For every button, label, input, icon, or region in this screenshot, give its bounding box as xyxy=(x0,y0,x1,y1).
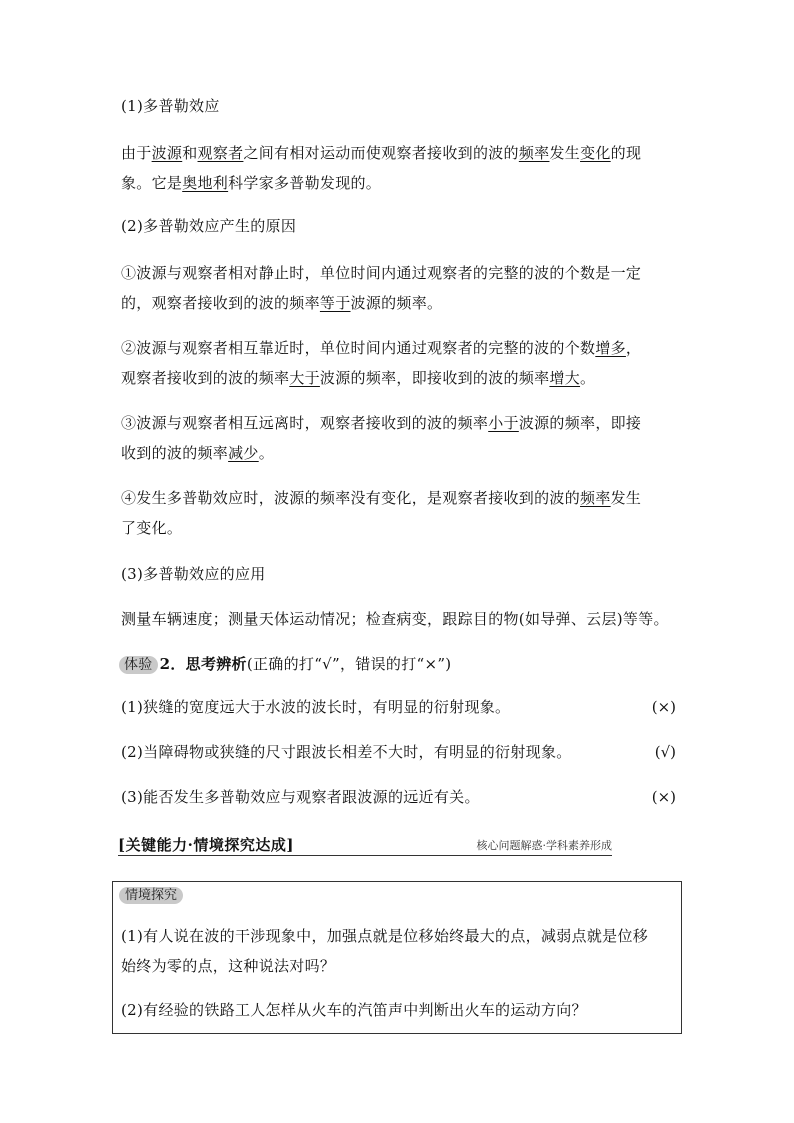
underlined-keyword: 变化 xyxy=(580,144,611,162)
text-segment: 发生 xyxy=(610,489,642,507)
text-segment: 科学家多普勒发现的。 xyxy=(228,174,382,192)
scenario-box xyxy=(112,881,682,1034)
experience-title: 2．思考辨析 xyxy=(159,655,247,673)
scenario-question-2: (2)有经验的铁路工人怎样从火车的汽笛声中判断出火车的运动方向？ xyxy=(121,1001,587,1019)
text-segment: 的现 xyxy=(610,144,642,162)
underlined-keyword: 小于 xyxy=(488,414,519,432)
doppler-definition-line-1 xyxy=(121,143,641,163)
text-segment: ③波源与观察者相互远离时，观察者接收到的波的频率 xyxy=(121,414,489,432)
text-segment: 波源的频率。 xyxy=(350,294,443,312)
cause-3-line-1 xyxy=(121,413,641,433)
underlined-keyword: 波源 xyxy=(151,144,183,162)
judge-item-1: (1)狭缝的宽度远大于水波的波长时，有明显的衍射现象。 xyxy=(121,698,511,716)
underlined-keyword: 增多 xyxy=(595,339,626,357)
text-segment: 之间有相对运动而使观察者接收到的波的 xyxy=(243,144,519,162)
key-ability-section-bar xyxy=(118,830,612,858)
key-ability-title: [关键能力·情境探究达成] xyxy=(118,836,294,854)
heading-doppler-application: (3)多普勒效应的应用 xyxy=(121,565,266,583)
text-segment: 。 xyxy=(580,369,596,387)
judge-answer-1: (×) xyxy=(651,698,676,716)
text-segment: 象。它是 xyxy=(121,174,183,192)
text-segment: 和 xyxy=(182,144,198,162)
underlined-keyword: 增大 xyxy=(549,369,581,387)
cause-3-line-2 xyxy=(121,443,274,463)
key-ability-subtitle: 核心问题解惑·学科素养形成 xyxy=(476,839,612,852)
cause-4-line-1 xyxy=(121,488,641,508)
judge-item-3: (3)能否发生多普勒效应与观察者跟波源的远近有关。 xyxy=(121,788,480,806)
underlined-keyword: 频率 xyxy=(518,144,550,162)
cause-2-line-1 xyxy=(121,338,641,358)
underlined-keyword: 大于 xyxy=(289,369,320,387)
text-segment: ， xyxy=(625,339,642,357)
text-segment: 收到的波的频率 xyxy=(121,444,229,462)
underlined-keyword: 等于 xyxy=(319,294,351,312)
text-segment: 。 xyxy=(258,444,275,462)
underlined-keyword: 观察者 xyxy=(197,144,244,162)
section-divider xyxy=(118,855,612,856)
text-segment: 的，观察者接收到的波的频率 xyxy=(121,294,320,312)
text-segment: 波源的频率，即接收到的波的频率 xyxy=(319,369,550,387)
scenario-question-1-line-2: 始终为零的点，这种说法对吗？ xyxy=(121,957,336,975)
heading-doppler-effect: (1)多普勒效应 xyxy=(121,97,220,115)
doppler-definition-line-2 xyxy=(121,173,381,193)
judge-answer-2: (√) xyxy=(654,743,676,761)
experience-hint: (正确的打“√”，错误的打“×”) xyxy=(246,655,452,673)
underlined-keyword: 减少 xyxy=(228,444,259,462)
judge-answer-3: (×) xyxy=(651,788,676,806)
scenario-question-1-line-1: (1)有人说在波的干涉现象中，加强点就是位移始终最大的点，减弱点就是位移 xyxy=(121,927,649,945)
cause-4-line-2: 了变化。 xyxy=(121,519,183,537)
judge-item-2: (2)当障碍物或狭缝的尺寸跟波长相差不大时，有明显的衍射现象。 xyxy=(121,743,572,761)
doppler-application-text: 测量车辆速度；测量天体运动情况；检查病变，跟踪目的物(如导弹、云层)等等。 xyxy=(121,610,669,628)
text-segment: 发生 xyxy=(549,144,581,162)
scenario-tag: 情境探究 xyxy=(119,887,183,904)
experience-tag: 体验 xyxy=(119,656,158,674)
cause-1-line-2 xyxy=(121,293,442,313)
text-segment: 波源的频率，即接 xyxy=(518,414,642,432)
cause-2-line-2 xyxy=(121,368,595,388)
heading-doppler-cause: (2)多普勒效应产生的原因 xyxy=(121,217,297,235)
cause-1-line-1: ①波源与观察者相对静止时，单位时间内通过观察者的完整的波的个数是一定 xyxy=(121,264,642,282)
underlined-keyword: 奥地利 xyxy=(182,174,229,192)
text-segment: ②波源与观察者相互靠近时，单位时间内通过观察者的完整的波的个数 xyxy=(121,339,596,357)
underlined-keyword: 频率 xyxy=(580,489,611,507)
text-segment: ④发生多普勒效应时，波源的频率没有变化，是观察者接收到的波的 xyxy=(121,489,581,507)
text-segment: 观察者接收到的波的频率 xyxy=(121,369,290,387)
text-segment: 由于 xyxy=(121,144,152,162)
experience-header xyxy=(119,654,451,674)
